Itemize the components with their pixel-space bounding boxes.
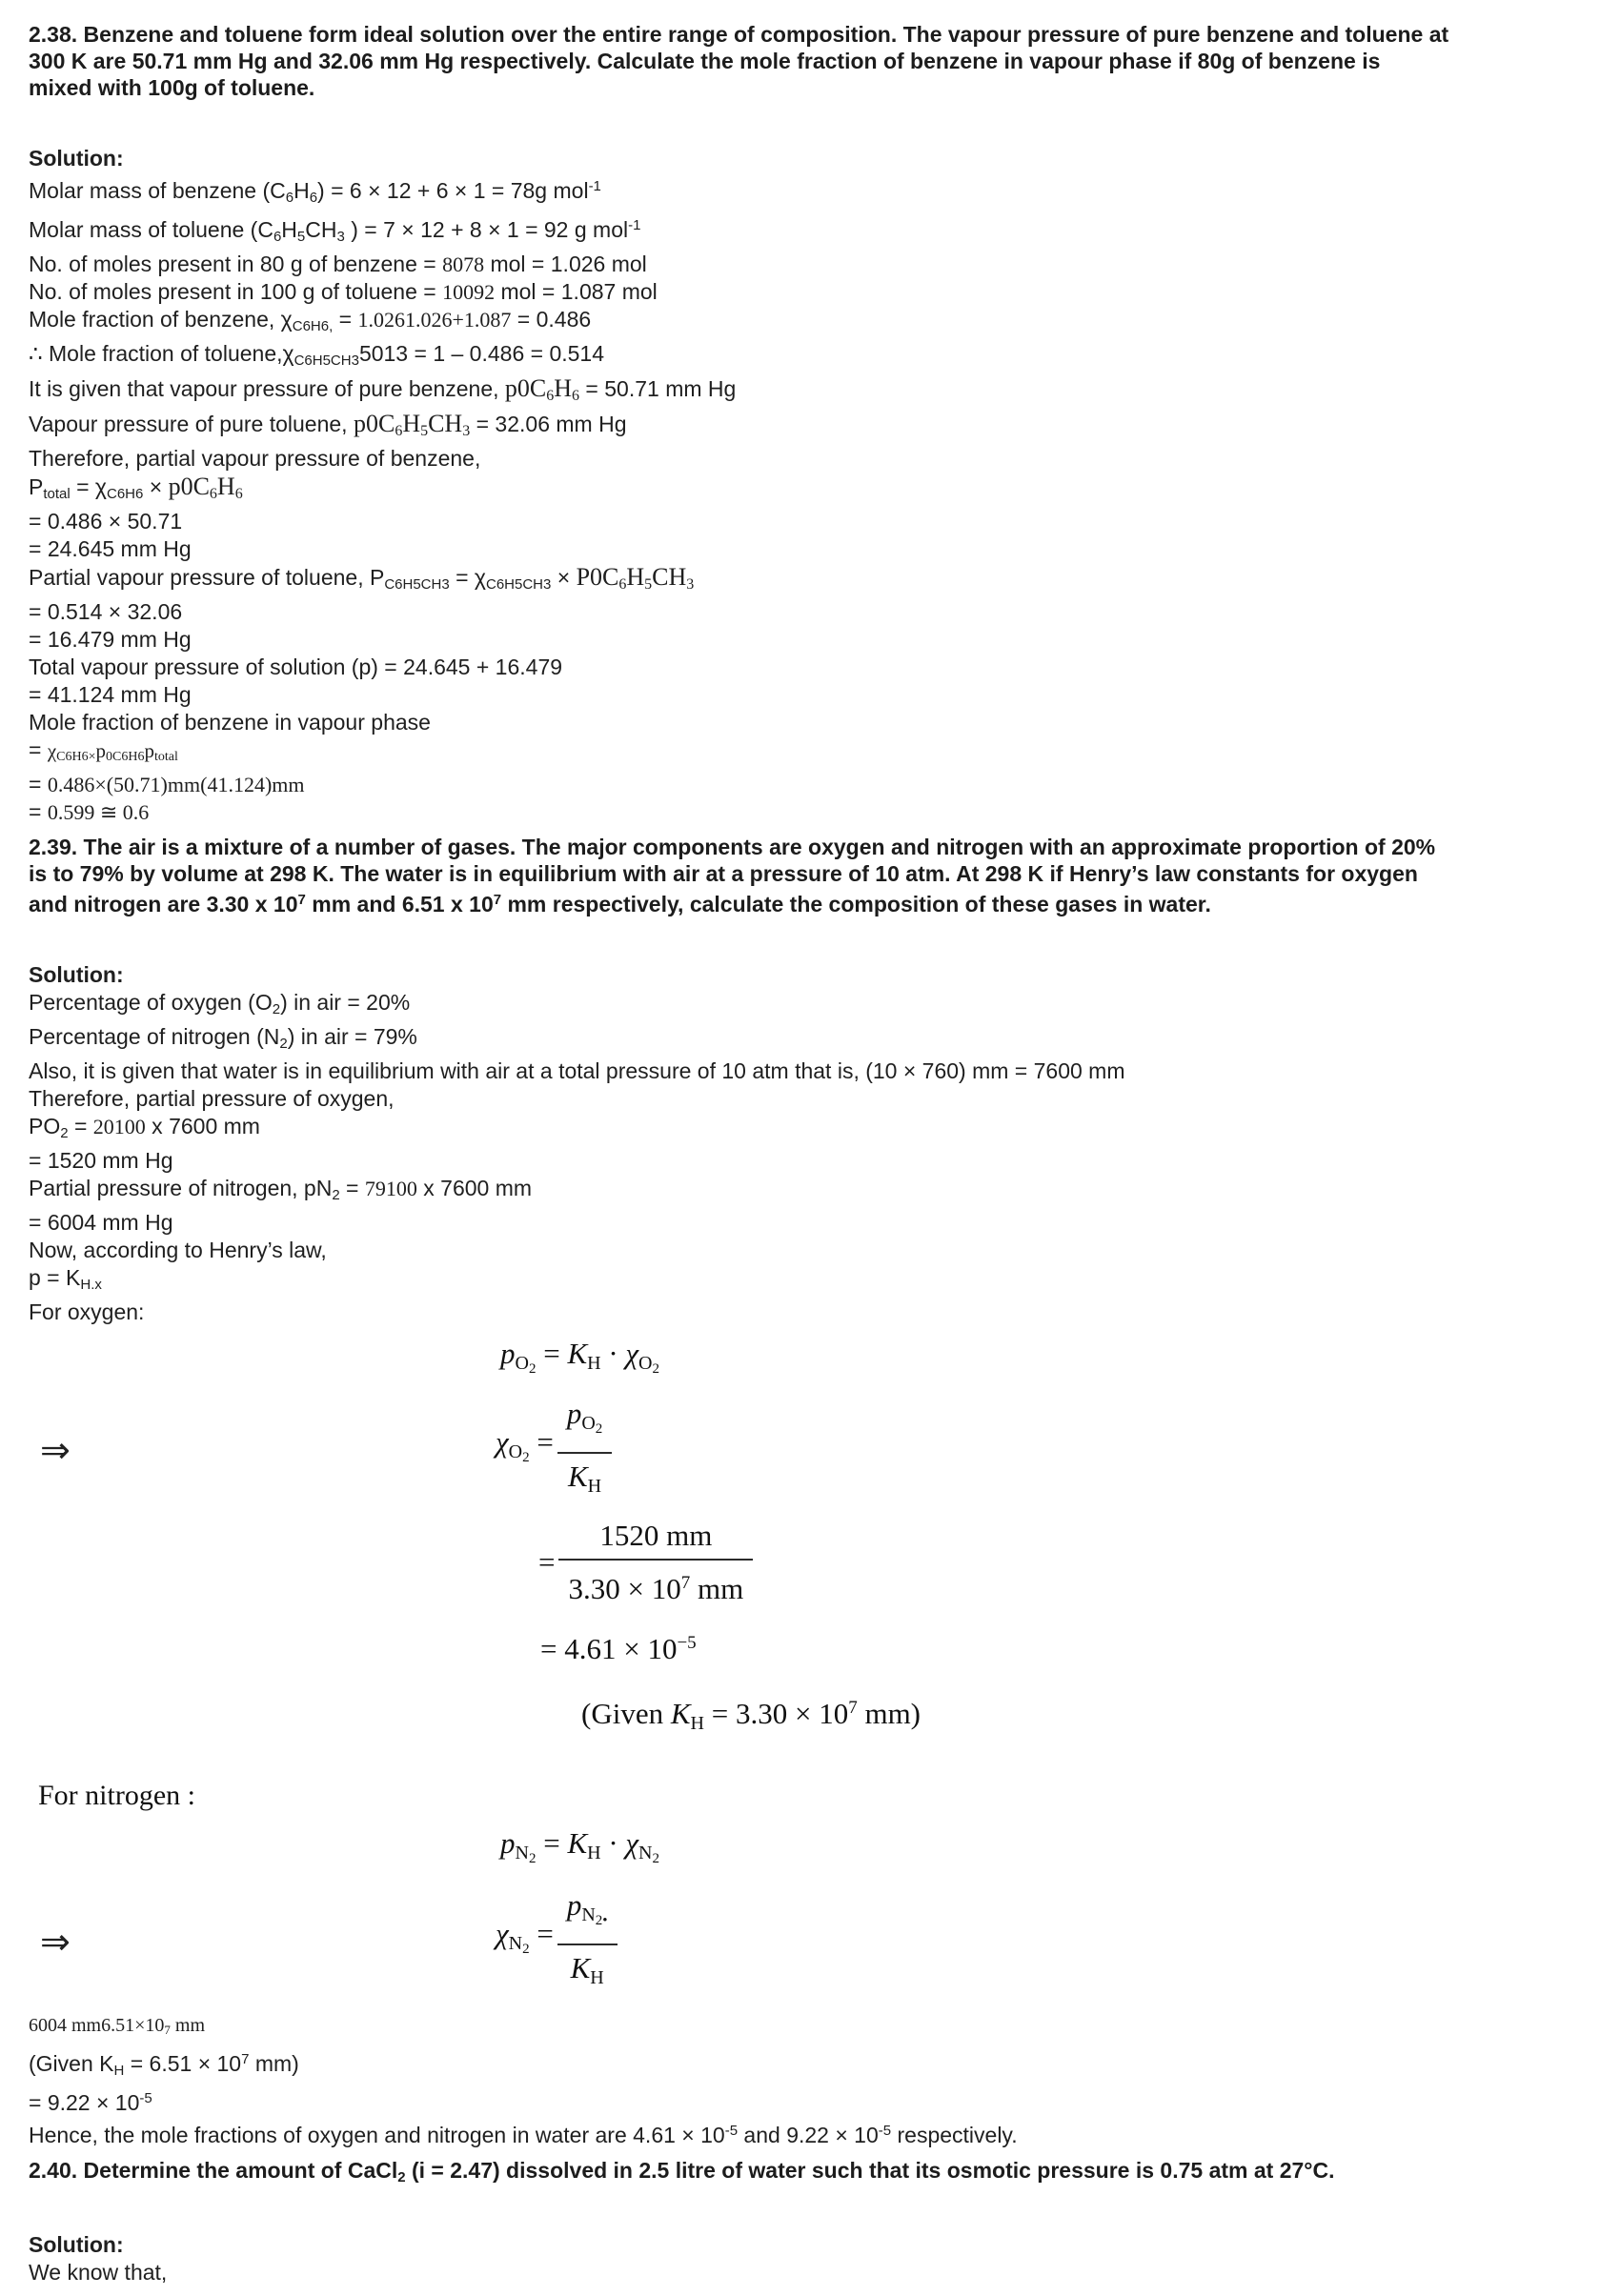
solution-text-line bbox=[29, 1023, 1593, 1057]
text-segment: H bbox=[587, 1476, 602, 1497]
equation-left-side bbox=[496, 1914, 554, 1969]
text-segment: p bbox=[95, 739, 107, 762]
solution-text-line bbox=[29, 1113, 1593, 1147]
solution-text-line bbox=[29, 2085, 1593, 2117]
solution-text-line bbox=[29, 736, 1593, 771]
text-segment: 7 bbox=[493, 892, 502, 908]
text-segment: 2 bbox=[397, 2169, 406, 2185]
text-segment: 2 bbox=[652, 1361, 659, 1377]
equation-xn2 bbox=[29, 1884, 1593, 1999]
text-segment: 5 bbox=[420, 423, 429, 439]
text-segment: = 3.30 × 10 bbox=[703, 1697, 849, 1730]
text-segment: 1.0261.026+1.087 bbox=[357, 308, 512, 332]
text-segment: χ bbox=[496, 1425, 509, 1459]
text-segment: −5 bbox=[677, 1633, 697, 1653]
given-kh-oxygen bbox=[29, 1688, 1593, 1743]
heading-line bbox=[29, 48, 1593, 74]
solution-text-line bbox=[29, 306, 1593, 340]
for-nitrogen-label bbox=[38, 1780, 1593, 1812]
fraction-numerator bbox=[558, 1515, 753, 1561]
text-segment: 6004 mm6.51×10 bbox=[29, 2015, 165, 2036]
text-segment: χ bbox=[625, 1826, 639, 1860]
text-segment: C6H6 bbox=[107, 486, 144, 502]
text-segment: For nitrogen : bbox=[38, 1780, 195, 1811]
text-segment: mm and 6.51 x 10 bbox=[305, 892, 494, 916]
text-segment: x 7600 mm bbox=[145, 1114, 260, 1138]
text-segment: p bbox=[144, 739, 154, 762]
text-segment: CH bbox=[652, 563, 687, 591]
text-segment: mm bbox=[690, 1572, 744, 1605]
solution-text-line bbox=[29, 654, 1593, 681]
text-segment: χ bbox=[625, 1337, 639, 1370]
fraction-numerator bbox=[557, 1393, 612, 1454]
question-2-40-heading bbox=[29, 2157, 1593, 2191]
text-segment: K bbox=[567, 1460, 588, 1493]
text-segment: -1 bbox=[588, 178, 601, 194]
oxygen-derivation bbox=[29, 1334, 1593, 1743]
text-segment: total bbox=[153, 750, 178, 764]
text-segment: 2.39. The air is a mixture of a number of gases. The major components are oxygen and nitrogen with an approximate proportion of 20% bbox=[29, 835, 1436, 859]
heading-line bbox=[29, 74, 1593, 101]
solution-text-line bbox=[29, 278, 1593, 306]
text-segment: = bbox=[529, 1917, 554, 1950]
solution-text-line bbox=[29, 1299, 1593, 1326]
text-segment: = 9.22 × 10 bbox=[29, 2090, 140, 2115]
question-2-38-section bbox=[29, 21, 1593, 826]
text-segment: 5 bbox=[296, 229, 306, 245]
text-segment: H bbox=[690, 1713, 704, 1734]
text-segment: 300 K are 50.71 mm Hg and 32.06 mm Hg respectively. Calculate the mole fraction of benzene in vapour phase if 80g of benzene is bbox=[29, 49, 1381, 73]
equation-pn2 bbox=[29, 1823, 1593, 1879]
equation-po2 bbox=[29, 1334, 1593, 1389]
text-segment: · bbox=[600, 1337, 626, 1370]
text-segment: = χ bbox=[70, 474, 107, 499]
text-segment: N bbox=[581, 1904, 596, 1925]
solution-text-line bbox=[29, 2259, 1593, 2286]
text-segment: 8078 bbox=[442, 252, 485, 276]
solution-label: Solution: bbox=[29, 146, 124, 171]
text-segment: mm respectively, calculate the composition of these gases in water. bbox=[501, 892, 1211, 916]
text-segment: No. of moles present in 100 g of toluene = bbox=[29, 279, 443, 304]
solution-text-line bbox=[29, 681, 1593, 709]
solution-2-39-closing bbox=[29, 2045, 1593, 2149]
text-segment: Mole fraction of benzene in vapour phase bbox=[29, 710, 431, 735]
text-segment: It is given that vapour pressure of pure benzene, bbox=[29, 376, 505, 401]
text-segment: N bbox=[638, 1843, 653, 1863]
heading-line bbox=[29, 834, 1593, 860]
text-segment: 7 bbox=[848, 1698, 858, 1718]
text-segment: ∴ Mole fraction of toluene,χ bbox=[29, 341, 294, 366]
text-segment: H bbox=[626, 563, 645, 591]
text-segment: is to 79% by volume at 298 K. The water is in equilibrium with air at a pressure of 10 atm. At 298 K if Henry’s law constants for oxygen bbox=[29, 861, 1418, 886]
text-segment: = 50.71 mm Hg bbox=[579, 376, 737, 401]
solution-text-line bbox=[29, 251, 1593, 278]
text-segment: χ bbox=[496, 1917, 509, 1950]
text-segment: 2 bbox=[522, 1942, 530, 1957]
text-segment: 7 bbox=[164, 2023, 171, 2037]
text-segment: Therefore, partial vapour pressure of benzene, bbox=[29, 446, 481, 471]
text-segment: Percentage of nitrogen (N bbox=[29, 1024, 280, 1049]
text-segment: 2 bbox=[528, 1851, 537, 1866]
text-segment: N bbox=[508, 1933, 523, 1954]
text-segment: K bbox=[670, 1697, 691, 1730]
text-segment: ) = 6 × 12 + 6 × 1 = 78g mol bbox=[317, 178, 589, 203]
text-segment: K bbox=[567, 1826, 588, 1860]
solution-text-line bbox=[29, 2045, 1593, 2085]
text-segment: H bbox=[113, 2063, 125, 2079]
text-segment: 2 bbox=[652, 1851, 659, 1866]
solution-text-line bbox=[29, 1175, 1593, 1209]
text-segment: N bbox=[515, 1843, 529, 1863]
nitrogen-derivation bbox=[29, 1823, 1593, 2042]
solution-text-line bbox=[29, 2117, 1593, 2149]
text-segment: = 0.486 × 50.71 bbox=[29, 509, 183, 534]
nitrogen-substitution-note bbox=[29, 2012, 1593, 2042]
text-segment: H bbox=[281, 217, 297, 242]
text-segment: = 4.61 × 10 bbox=[540, 1632, 678, 1665]
text-segment: (Given K bbox=[29, 2051, 114, 2076]
solution-2-38-body bbox=[29, 172, 1593, 826]
question-2-39-heading bbox=[29, 834, 1593, 917]
solution-text-line bbox=[29, 445, 1593, 473]
text-segment: Mole fraction of benzene, χ bbox=[29, 307, 293, 332]
text-segment: No. of moles present in 80 g of benzene = bbox=[29, 252, 443, 276]
solution-text-line bbox=[29, 709, 1593, 736]
text-segment: We know that, bbox=[29, 2260, 168, 2285]
text-segment: 7 bbox=[241, 2051, 250, 2067]
text-segment: 0C6H6 bbox=[106, 750, 145, 764]
text-segment: = bbox=[529, 1425, 554, 1459]
text-segment: 7 bbox=[297, 892, 306, 908]
text-segment: P bbox=[29, 474, 44, 499]
equation-xo2-value bbox=[29, 1515, 1593, 1610]
text-segment: Therefore, partial pressure of oxygen, bbox=[29, 1086, 395, 1111]
text-segment: H bbox=[554, 374, 573, 402]
heading-line bbox=[29, 860, 1593, 887]
equation-left-side bbox=[496, 1422, 554, 1478]
text-segment: C6H6 bbox=[56, 750, 89, 764]
text-segment: -5 bbox=[878, 2123, 892, 2139]
text-segment: K bbox=[567, 1337, 588, 1370]
text-segment: p bbox=[566, 1888, 582, 1922]
text-segment: = bbox=[333, 307, 358, 332]
text-segment: χ bbox=[47, 739, 57, 762]
text-segment: = χ bbox=[449, 565, 486, 590]
text-segment: 2 bbox=[332, 1187, 340, 1203]
text-segment: × bbox=[88, 750, 96, 764]
solution-text-line bbox=[29, 1085, 1593, 1113]
text-segment: O bbox=[515, 1353, 529, 1374]
text-segment: 2 bbox=[279, 1036, 288, 1052]
text-segment: p bbox=[500, 1826, 516, 1860]
text-segment: CH bbox=[428, 410, 463, 437]
text-segment: 0.486×(50.71)mm(41.124)mm bbox=[47, 773, 305, 796]
text-segment: mm bbox=[170, 2015, 206, 2036]
text-segment: 6 bbox=[546, 388, 555, 404]
text-segment: = 32.06 mm Hg bbox=[470, 412, 627, 436]
text-segment: total bbox=[43, 486, 71, 502]
text-segment: = 0.514 × 32.06 bbox=[29, 599, 183, 624]
fraction-denominator bbox=[558, 1561, 753, 1610]
question-2-38-heading bbox=[29, 21, 1593, 101]
text-segment: = bbox=[536, 1337, 568, 1370]
text-segment: Hence, the mole fractions of oxygen and nitrogen in water are 4.61 × 10 bbox=[29, 2123, 725, 2147]
text-segment: = 6004 mm Hg bbox=[29, 1210, 173, 1235]
text-segment: = 0.486 bbox=[511, 307, 592, 332]
text-segment: ) in air = 79% bbox=[287, 1024, 417, 1049]
text-segment: H bbox=[216, 473, 235, 500]
text-segment: • bbox=[602, 1913, 608, 1928]
text-segment: = 24.645 mm Hg bbox=[29, 536, 192, 561]
text-segment: 6 bbox=[273, 229, 282, 245]
text-segment: p0C bbox=[353, 410, 395, 437]
text-segment: p bbox=[566, 1397, 582, 1430]
text-segment: 3 bbox=[462, 423, 471, 439]
solution-text-line bbox=[29, 1237, 1593, 1264]
solution-text-line bbox=[29, 563, 1593, 598]
text-segment: 6 bbox=[309, 190, 318, 206]
text-segment: = bbox=[339, 1176, 365, 1200]
text-segment: mol = 1.087 mol bbox=[495, 279, 658, 304]
text-segment: = 1520 mm Hg bbox=[29, 1148, 173, 1173]
equation-xo2 bbox=[29, 1393, 1593, 1507]
solution-text-line bbox=[29, 340, 1593, 374]
implies-arrow-icon: ⇒ bbox=[40, 1921, 71, 1963]
text-segment: -1 bbox=[628, 217, 641, 233]
text-segment: 6 bbox=[285, 190, 294, 206]
text-segment: Partial pressure of nitrogen, pN bbox=[29, 1176, 333, 1200]
solution-text-line bbox=[29, 626, 1593, 654]
text-segment: (i = 2.47) dissolved in 2.5 litre of water such that its osmotic pressure is 0.75 atm at 27°C. bbox=[405, 2158, 1335, 2183]
text-segment: CH bbox=[305, 217, 337, 242]
text-segment: 2 bbox=[522, 1450, 530, 1465]
text-segment: 79100 bbox=[364, 1177, 417, 1200]
text-segment: 2.40. Determine the amount of CaCl bbox=[29, 2158, 398, 2183]
text-segment: -5 bbox=[724, 2123, 739, 2139]
text-segment: mm) bbox=[857, 1697, 921, 1730]
solution-text-line bbox=[29, 374, 1593, 410]
solution-text-line bbox=[29, 172, 1593, 211]
text-segment: PO bbox=[29, 1114, 61, 1138]
solution-text-line bbox=[29, 771, 1593, 798]
text-segment: 6 bbox=[395, 423, 403, 439]
text-segment: = bbox=[29, 772, 48, 796]
solution-text-line bbox=[29, 798, 1593, 826]
text-segment: = bbox=[29, 799, 48, 824]
text-segment: Now, according to Henry’s law, bbox=[29, 1238, 327, 1262]
text-segment: 6 bbox=[209, 486, 217, 502]
text-segment: 2 bbox=[595, 1913, 603, 1928]
text-segment: (Given bbox=[581, 1697, 671, 1730]
text-segment: = 41.124 mm Hg bbox=[29, 682, 192, 707]
text-segment: = bbox=[536, 1826, 568, 1860]
implies-arrow-icon: ⇒ bbox=[40, 1429, 71, 1471]
fraction-denominator bbox=[557, 1454, 612, 1507]
solution-text-line bbox=[29, 1057, 1593, 1085]
text-segment: P0C bbox=[576, 563, 619, 591]
solution-text-line bbox=[29, 1209, 1593, 1237]
solution-text-line bbox=[29, 508, 1593, 535]
text-segment: Total vapour pressure of solution (p) = 24.645 + 16.479 bbox=[29, 655, 563, 679]
text-segment: p = K bbox=[29, 1265, 81, 1290]
solution-label: Solution: bbox=[29, 962, 124, 987]
fraction-denominator bbox=[557, 1945, 618, 1999]
text-segment: = 6.51 × 10 bbox=[124, 2051, 242, 2076]
text-segment: 6 bbox=[618, 576, 627, 593]
solution-2-39-body bbox=[29, 989, 1593, 1326]
solution-text-line bbox=[29, 1264, 1593, 1299]
text-segment: Vapour pressure of pure toluene, bbox=[29, 412, 354, 436]
text-segment: x 7600 mm bbox=[416, 1176, 533, 1200]
solution-text-line bbox=[29, 598, 1593, 626]
fraction-numerator bbox=[557, 1884, 618, 1945]
text-segment: = bbox=[538, 1545, 556, 1579]
text-segment: Molar mass of toluene (C bbox=[29, 217, 273, 242]
text-segment: 6 bbox=[572, 388, 580, 404]
solution-text-line bbox=[29, 410, 1593, 445]
text-segment: 2.38. Benzene and toluene form ideal solution over the entire range of composition. The vapour pressure of pure benzene and toluene at bbox=[29, 22, 1449, 47]
solution-text-line bbox=[29, 211, 1593, 251]
text-segment: ) = 7 × 12 + 8 × 1 = 92 g mol bbox=[344, 217, 629, 242]
text-segment: mixed with 100g of toluene. bbox=[29, 75, 315, 100]
heading-line bbox=[29, 887, 1593, 917]
fraction bbox=[557, 1884, 618, 1999]
text-segment: 1520 mm bbox=[599, 1519, 713, 1552]
fraction bbox=[558, 1515, 753, 1610]
question-2-39-section bbox=[29, 834, 1593, 2149]
text-segment: 0.599 ≅ 0.6 bbox=[47, 800, 150, 824]
text-segment: For oxygen: bbox=[29, 1299, 145, 1324]
text-segment: 3.30 × 10 bbox=[568, 1572, 681, 1605]
text-segment: Percentage of oxygen (O bbox=[29, 990, 273, 1015]
text-segment: C6H5CH3 bbox=[294, 352, 359, 369]
solution-text-line bbox=[29, 535, 1593, 563]
text-segment: H bbox=[587, 1843, 601, 1863]
text-segment: K bbox=[570, 1951, 591, 1984]
text-segment: × bbox=[551, 565, 577, 590]
text-segment: H bbox=[590, 1967, 604, 1988]
text-segment: and nitrogen are 3.30 x 10 bbox=[29, 892, 298, 916]
text-segment: C6H5CH3 bbox=[384, 576, 450, 593]
text-segment: and 9.22 × 10 bbox=[738, 2123, 879, 2147]
text-segment: C6H5CH3 bbox=[485, 576, 552, 593]
fraction bbox=[557, 1393, 612, 1507]
text-segment: mol = 1.026 mol bbox=[484, 252, 647, 276]
text-segment: = bbox=[68, 1114, 93, 1138]
text-segment: = bbox=[29, 737, 48, 762]
text-segment: -5 bbox=[139, 2090, 152, 2106]
heading-line bbox=[29, 21, 1593, 48]
solution-text-line bbox=[29, 989, 1593, 1023]
text-segment: × bbox=[143, 474, 169, 499]
text-segment: 5013 = 1 – 0.486 = 0.514 bbox=[358, 341, 605, 366]
text-segment: O bbox=[638, 1353, 653, 1374]
text-segment: O bbox=[581, 1413, 596, 1434]
solution-2-40-body bbox=[29, 2259, 1593, 2286]
text-segment: 2 bbox=[60, 1125, 69, 1141]
text-segment: 10092 bbox=[442, 280, 496, 304]
text-segment: 7 bbox=[680, 1573, 691, 1593]
text-segment: H bbox=[587, 1353, 601, 1374]
text-segment: respectively. bbox=[891, 2123, 1018, 2147]
text-segment: p bbox=[500, 1337, 516, 1370]
text-segment: 2 bbox=[595, 1421, 603, 1437]
equation-left-side bbox=[538, 1542, 555, 1582]
text-segment: = 16.479 mm Hg bbox=[29, 627, 192, 652]
text-segment: p0C bbox=[168, 473, 210, 500]
equation-xo2-result bbox=[29, 1623, 1593, 1669]
text-segment: mm) bbox=[249, 2051, 299, 2076]
text-segment: H.x bbox=[80, 1277, 102, 1293]
heading-line bbox=[29, 2157, 1593, 2191]
text-segment: 6 bbox=[234, 486, 243, 502]
text-segment: 2 bbox=[272, 1001, 281, 1017]
solution-label: Solution: bbox=[29, 2232, 124, 2257]
text-segment: H bbox=[294, 178, 310, 203]
text-segment: 3 bbox=[686, 576, 695, 593]
text-segment: Also, it is given that water is in equilibrium with air at a total pressure of 10 atm that is, (10 × 760) mm = 7600 mm bbox=[29, 1058, 1125, 1083]
text-segment: H bbox=[402, 410, 421, 437]
text-segment: Molar mass of benzene (C bbox=[29, 178, 286, 203]
text-segment: p0C bbox=[504, 374, 547, 402]
text-segment: Partial vapour pressure of toluene, P bbox=[29, 565, 385, 590]
question-2-40-section bbox=[29, 2157, 1593, 2286]
text-segment: 5 bbox=[644, 576, 653, 593]
text-segment: 2 bbox=[528, 1361, 537, 1377]
text-segment: 20100 bbox=[92, 1115, 146, 1138]
solution-text-line bbox=[29, 473, 1593, 508]
text-segment: · bbox=[600, 1826, 626, 1860]
text-segment: O bbox=[508, 1441, 523, 1462]
text-segment: 3 bbox=[336, 229, 345, 245]
text-segment: ) in air = 20% bbox=[280, 990, 411, 1015]
text-segment: C6H6, bbox=[292, 318, 334, 334]
solution-text-line bbox=[29, 1147, 1593, 1175]
